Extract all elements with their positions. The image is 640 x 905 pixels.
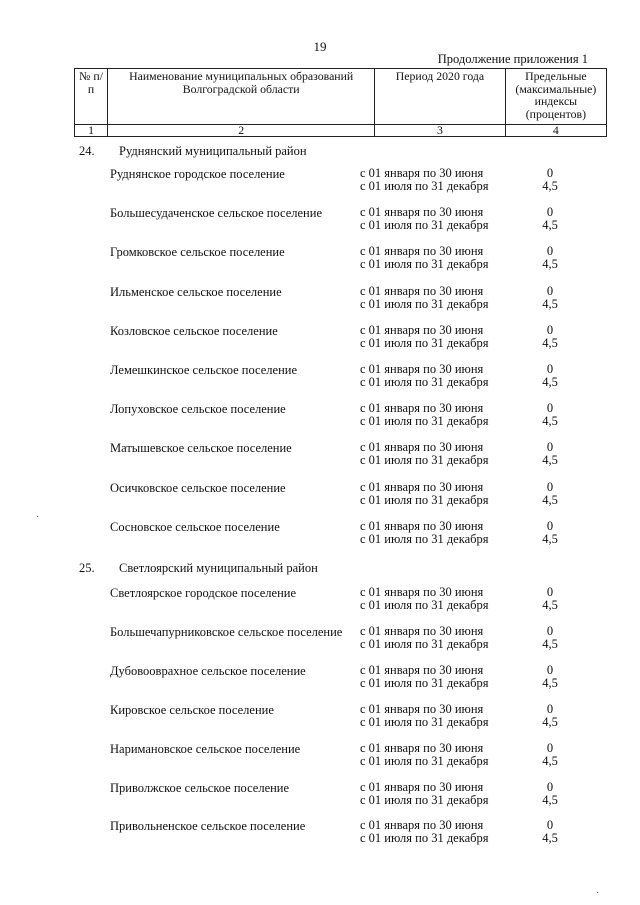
- index-second-half: 4,5: [542, 598, 558, 612]
- period-first-half: с 01 января по 30 июня: [360, 741, 484, 755]
- index-second-half: 4,5: [542, 676, 558, 690]
- index-second-half: 4,5: [542, 715, 558, 729]
- period-cell: [360, 441, 495, 467]
- table-row: [110, 586, 607, 616]
- index-first-half: 0: [546, 818, 554, 832]
- scan-mark: ·: [596, 888, 600, 899]
- municipality-name: Матышевское сельское поселение: [110, 441, 292, 455]
- appendix-note: Продолжение приложения 1: [437, 52, 588, 66]
- municipality-name: Громковское сельское поселение: [110, 245, 285, 259]
- index-cell: [515, 363, 585, 389]
- period-cell: [360, 206, 495, 232]
- index-cell: [515, 167, 585, 193]
- index-first-half: 0: [546, 244, 554, 258]
- table-row: [110, 206, 607, 236]
- index-cell: [515, 625, 585, 651]
- period-second-half: с 01 июля по 31 декабря: [360, 676, 489, 690]
- municipality-name: Кировское сельское поселение: [110, 703, 274, 717]
- period-first-half: с 01 января по 30 июня: [360, 702, 484, 716]
- period-cell: [360, 481, 495, 507]
- index-cell: [515, 586, 585, 612]
- table-row: [110, 441, 607, 471]
- period-first-half: с 01 января по 30 июня: [360, 585, 484, 599]
- period-cell: [360, 819, 495, 845]
- table-row: [110, 363, 607, 393]
- index-cell: [515, 520, 585, 546]
- municipality-name: Большесудаченское сельское поселение: [110, 206, 322, 220]
- table-row: [110, 520, 607, 550]
- index-cell: [515, 324, 585, 350]
- index-cell: [515, 245, 585, 271]
- period-cell: [360, 703, 495, 729]
- period-cell: [360, 402, 495, 428]
- index-first-half: 0: [546, 440, 554, 454]
- municipality-name: Лемешкинское сельское поселение: [110, 363, 297, 377]
- period-cell: [360, 520, 495, 546]
- municipality-name: Приволжское сельское поселение: [110, 781, 290, 795]
- index-cell: [515, 285, 585, 311]
- index-first-half: 0: [546, 166, 554, 180]
- period-second-half: с 01 июля по 31 декабря: [360, 375, 489, 389]
- table-row: [110, 742, 607, 772]
- page-number: 19: [313, 39, 327, 54]
- table-row: [110, 819, 607, 849]
- index-first-half: 0: [546, 401, 554, 415]
- section-heading: [79, 144, 307, 159]
- section-title: Руднянский муниципальный район: [119, 144, 307, 158]
- index-second-half: 4,5: [542, 532, 558, 546]
- period-first-half: с 01 января по 30 июня: [360, 166, 484, 180]
- municipality-name: Привольненское сельское поселение: [110, 819, 306, 833]
- header-col-period: Период 2020 года: [375, 69, 506, 125]
- index-cell: [515, 664, 585, 690]
- index-cell: [515, 481, 585, 507]
- table-row: [110, 664, 607, 694]
- period-first-half: с 01 января по 30 июня: [360, 818, 484, 832]
- period-cell: [360, 167, 495, 193]
- period-second-half: с 01 июля по 31 декабря: [360, 493, 489, 507]
- municipality-name: Руднянское городское поселение: [110, 167, 285, 181]
- table-row: [110, 245, 607, 275]
- index-first-half: 0: [546, 624, 554, 638]
- table-row: [110, 324, 607, 354]
- period-first-half: с 01 января по 30 июня: [360, 624, 484, 638]
- period-second-half: с 01 июля по 31 декабря: [360, 598, 489, 612]
- index-first-half: 0: [546, 205, 554, 219]
- period-first-half: с 01 января по 30 июня: [360, 440, 484, 454]
- municipality-name: Светлоярское городское поселение: [110, 586, 297, 600]
- header-num-3: 3: [375, 125, 506, 137]
- period-first-half: с 01 января по 30 июня: [360, 480, 484, 494]
- municipality-name: Сосновское сельское поселение: [110, 520, 280, 534]
- header-num-4: 4: [505, 125, 606, 137]
- period-first-half: с 01 января по 30 июня: [360, 244, 484, 258]
- municipality-name: Наримановское сельское поселение: [110, 742, 301, 756]
- index-first-half: 0: [546, 585, 554, 599]
- table-row: [110, 167, 607, 197]
- period-cell: [360, 625, 495, 651]
- header-num-1: 1: [75, 125, 108, 137]
- period-second-half: с 01 июля по 31 декабря: [360, 793, 489, 807]
- section-number: 25.: [79, 561, 95, 575]
- period-first-half: с 01 января по 30 июня: [360, 401, 484, 415]
- period-first-half: с 01 января по 30 июня: [360, 205, 484, 219]
- period-second-half: с 01 июля по 31 декабря: [360, 754, 489, 768]
- period-cell: [360, 324, 495, 350]
- period-cell: [360, 742, 495, 768]
- index-cell: [515, 781, 585, 807]
- period-second-half: с 01 июля по 31 декабря: [360, 453, 489, 467]
- index-second-half: 4,5: [542, 793, 558, 807]
- index-second-half: 4,5: [542, 637, 558, 651]
- header-num-2: 2: [108, 125, 375, 137]
- index-second-half: 4,5: [542, 414, 558, 428]
- index-first-half: 0: [546, 519, 554, 533]
- index-first-half: 0: [546, 702, 554, 716]
- period-cell: [360, 285, 495, 311]
- index-first-half: 0: [546, 741, 554, 755]
- index-first-half: 0: [546, 663, 554, 677]
- period-cell: [360, 363, 495, 389]
- period-first-half: с 01 января по 30 июня: [360, 663, 484, 677]
- table-row: [110, 625, 607, 655]
- period-cell: [360, 245, 495, 271]
- index-second-half: 4,5: [542, 179, 558, 193]
- table-header: [74, 68, 607, 137]
- period-second-half: с 01 июля по 31 декабря: [360, 257, 489, 271]
- section-number: 24.: [79, 144, 95, 158]
- table-row: [110, 481, 607, 511]
- index-cell: [515, 441, 585, 467]
- period-cell: [360, 586, 495, 612]
- index-cell: [515, 402, 585, 428]
- period-second-half: с 01 июля по 31 декабря: [360, 715, 489, 729]
- period-first-half: с 01 января по 30 июня: [360, 519, 484, 533]
- index-second-half: 4,5: [542, 375, 558, 389]
- index-first-half: 0: [546, 780, 554, 794]
- scan-mark: ·: [36, 512, 40, 523]
- header-col-number: № п/п: [75, 69, 108, 125]
- table-row: [110, 402, 607, 432]
- municipality-name: Осичковское сельское поселение: [110, 481, 286, 495]
- period-second-half: с 01 июля по 31 декабря: [360, 532, 489, 546]
- index-second-half: 4,5: [542, 754, 558, 768]
- table-row: [110, 781, 607, 811]
- period-first-half: с 01 января по 30 июня: [360, 284, 484, 298]
- index-second-half: 4,5: [542, 218, 558, 232]
- period-second-half: с 01 июля по 31 декабря: [360, 831, 489, 845]
- index-second-half: 4,5: [542, 493, 558, 507]
- period-second-half: с 01 июля по 31 декабря: [360, 179, 489, 193]
- period-first-half: с 01 января по 30 июня: [360, 323, 484, 337]
- index-cell: [515, 206, 585, 232]
- table-row: [110, 703, 607, 733]
- index-second-half: 4,5: [542, 453, 558, 467]
- index-second-half: 4,5: [542, 831, 558, 845]
- table-row: [110, 285, 607, 315]
- period-second-half: с 01 июля по 31 декабря: [360, 637, 489, 651]
- period-second-half: с 01 июля по 31 декабря: [360, 336, 489, 350]
- period-second-half: с 01 июля по 31 декабря: [360, 218, 489, 232]
- period-first-half: с 01 января по 30 июня: [360, 780, 484, 794]
- municipality-name: Ильменское сельское поселение: [110, 285, 282, 299]
- index-cell: [515, 819, 585, 845]
- period-second-half: с 01 июля по 31 декабря: [360, 297, 489, 311]
- index-first-half: 0: [546, 323, 554, 337]
- header-col-index: Предельные (максимальные) индексы (процентов): [505, 69, 606, 125]
- section-title: Светлоярский муниципальный район: [119, 561, 318, 575]
- period-second-half: с 01 июля по 31 декабря: [360, 414, 489, 428]
- period-first-half: с 01 января по 30 июня: [360, 362, 484, 376]
- period-cell: [360, 664, 495, 690]
- index-second-half: 4,5: [542, 257, 558, 271]
- municipality-name: Козловское сельское поселение: [110, 324, 278, 338]
- index-cell: [515, 742, 585, 768]
- municipality-name: Лопуховское сельское поселение: [110, 402, 286, 416]
- municipality-name: Дубовооврахное сельское поселение: [110, 664, 306, 678]
- index-second-half: 4,5: [542, 336, 558, 350]
- municipality-name: Большечапурниковское сельское поселение: [110, 625, 343, 639]
- index-second-half: 4,5: [542, 297, 558, 311]
- index-first-half: 0: [546, 480, 554, 494]
- period-cell: [360, 781, 495, 807]
- index-first-half: 0: [546, 362, 554, 376]
- section-heading: [79, 561, 318, 576]
- header-col-name: Наименование муниципальных образований Волгоградской области: [108, 69, 375, 125]
- index-cell: [515, 703, 585, 729]
- index-first-half: 0: [546, 284, 554, 298]
